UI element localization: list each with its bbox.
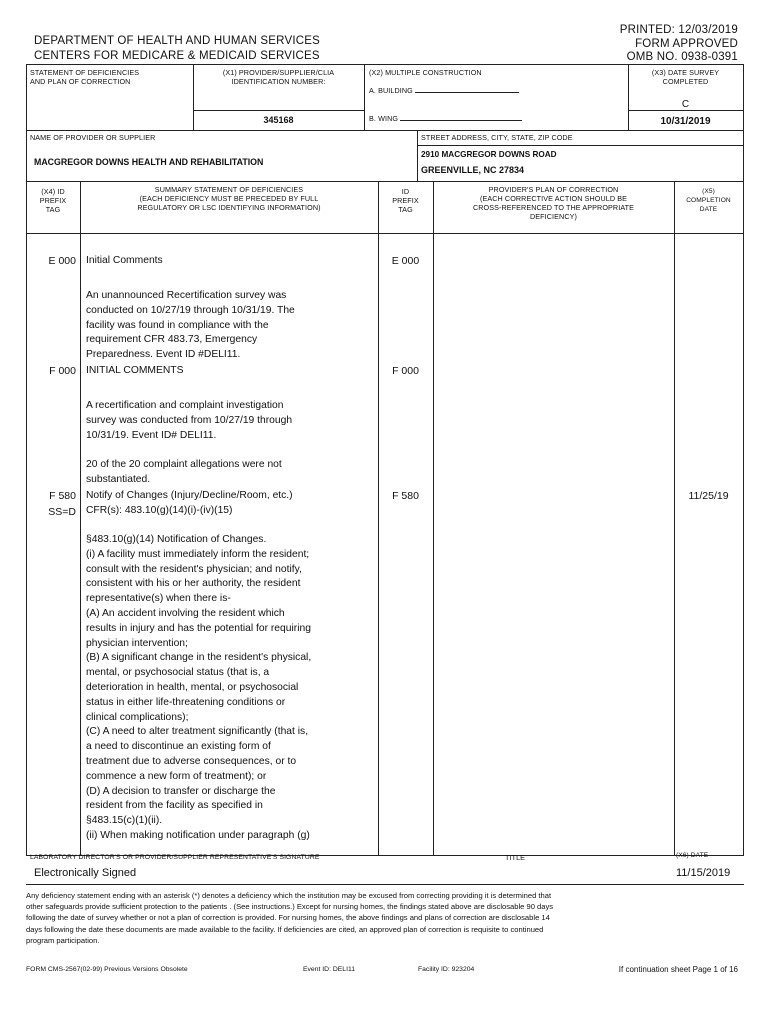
wing-field [369,114,522,123]
f580-tag: F 580 [49,490,76,502]
signature-date: 11/15/2019 [676,867,731,879]
e000-comments: An unannounced Recertification survey was conducted on 10/27/19 through 10/31/19. The facility was found in compliance with the requirement CFR 483.73, Emergency Preparedness. Event ID #DELI11. [86,290,295,361]
printed-date: PRINTED: 12/03/2019 [619,24,738,36]
statement-of-deficiencies-label: STATEMENT OF DEFICIENCIES AND PLAN OF CORRECTION [30,68,140,86]
street-address: 2910 MACGREGOR DOWNS ROAD [421,150,557,159]
e000-id-tag: E 000 [391,255,420,267]
f580-title: Notify of Changes (Injury/Decline/Room, etc.) CFR(s): 483.10(g)(14)(i)-(iv)(15) [86,490,293,516]
wing-line [400,114,522,121]
f580-scope-severity: SS=D [48,506,76,518]
survey-code: C [681,99,690,110]
f000-id-tag: F 000 [392,365,419,377]
date-label: (X6) DATE [676,852,709,859]
omb-number: OMB NO. 0938-0391 [626,51,738,63]
f580-completion-date: 11/25/19 [688,490,729,502]
signature-value: Electronically Signed [34,867,137,879]
e000-tag: E 000 [48,255,76,267]
address-label: STREET ADDRESS, CITY, STATE, ZIP CODE [421,133,573,142]
centers-name: CENTERS FOR MEDICARE & MEDICAID SERVICES [34,50,320,62]
form-header-right [540,24,738,65]
provider-name: MACGREGOR DOWNS HEALTH AND REHABILITATION [34,157,264,167]
f000-comments: A recertification and complaint investigation survey was conducted from 10/27/19 through 10/31/19. Event ID# DELI11. 20 of the 20 complaint allegations were not substantiated. [86,400,293,485]
provider-id-label: (X1) PROVIDER/SUPPLIER/CLIA IDENTIFICATION NUMBER: [222,68,335,86]
x4-id-prefix-header: (X4) ID PREFIX TAG [39,187,67,214]
building-line [415,86,519,93]
form-approved: FORM APPROVED [635,37,738,50]
provider-name-label: NAME OF PROVIDER OR SUPPLIER [30,133,156,142]
disclosure-footnote: Any deficiency statement ending with an asterisk (*) denotes a deficiency which the institution may be excused from correcting providing it is determined that other safeguards provide sufficient protection to the patients . (See instructions.) Except for nursing homes, the findings stated above are disclosable 90 days following the date of survey whether or not a plan of correction is provided. For nursing homes, the above findings and plans of correction are disclosable 14 days following the date these documents are made available to the facility. If deficiencies are cited, an approved plan of correction is requisite to continued program participation. [26,891,554,945]
title-label: TITLE [505,853,526,862]
date-survey-completed-label: (X3) DATE SURVEY COMPLETED [651,68,720,86]
department-name: DEPARTMENT OF HEALTH AND HUMAN SERVICES [34,35,320,47]
f000-tag: F 000 [49,365,76,377]
page-indicator: If continuation sheet Page 1 of 16 [618,965,738,974]
plan-of-correction-header: PROVIDER'S PLAN OF CORRECTION (EACH CORRECTIVE ACTION SHOULD BE CROSS-REFERENCED TO THE APPROPRIATE DEFICIENCY) [472,185,635,221]
survey-completed-date: 10/31/2019 [660,116,711,127]
provider-id-number: 345168 [263,115,294,125]
form-number: FORM CMS-2567(02-99) Previous Versions Obsolete [26,966,188,973]
facility-id: Facility ID: 923204 [418,966,475,973]
f000-title: INITIAL COMMENTS [86,365,184,376]
building-field [369,86,519,95]
agency-heading [34,34,320,64]
city-state-zip: GREENVILLE, NC 27834 [421,165,525,175]
id-prefix-header: ID PREFIX TAG [392,187,419,214]
f580-regulation-text: §483.10(g)(14) Notification of Changes. (i) A facility must immediately inform the resident; consult with the resident's physician; and notify, consistent with his or her authority, the resident representative(s) when there is- (A) An accident involving the resident which results in injury and has the potential for requiring physician intervention; (B) A significant change in the resident's physical, mental, or psychosocial status (that is, a deterioration in health, mental, or psychosocial status in either life-threatening conditions or clinical complications); (C) A need to alter treatment significantly (that is, a need to discontinue an existing form of treatment due to adverse consequences, or to commence a new form of treatment); or (D) A decision to transfer or discharge the resident from the facility as specified in §483.15(c)(1)(ii). (ii) When making notification under paragraph (g) [86,534,312,841]
building-label: A. BUILDING [369,86,413,95]
e000-title: Initial Comments [86,255,163,266]
f580-id-tag: F 580 [392,490,419,502]
multiple-construction-label: (X2) MULTIPLE CONSTRUCTION [369,68,482,77]
signature-label: LABORATORY DIRECTOR'S OR PROVIDER/SUPPLIER REPRESENTATIVE'S SIGNATURE [30,854,320,861]
event-id: Event ID: DELI11 [303,966,356,973]
summary-statement-header: SUMMARY STATEMENT OF DEFICIENCIES (EACH DEFICIENCY MUST BE PRECEDED BY FULL REGULATORY OR LSC IDENTIFYING INFORMATION) [137,185,321,212]
completion-date-header: (X5) COMPLETION DATE [686,188,731,213]
wing-label: B. WING [369,114,399,123]
